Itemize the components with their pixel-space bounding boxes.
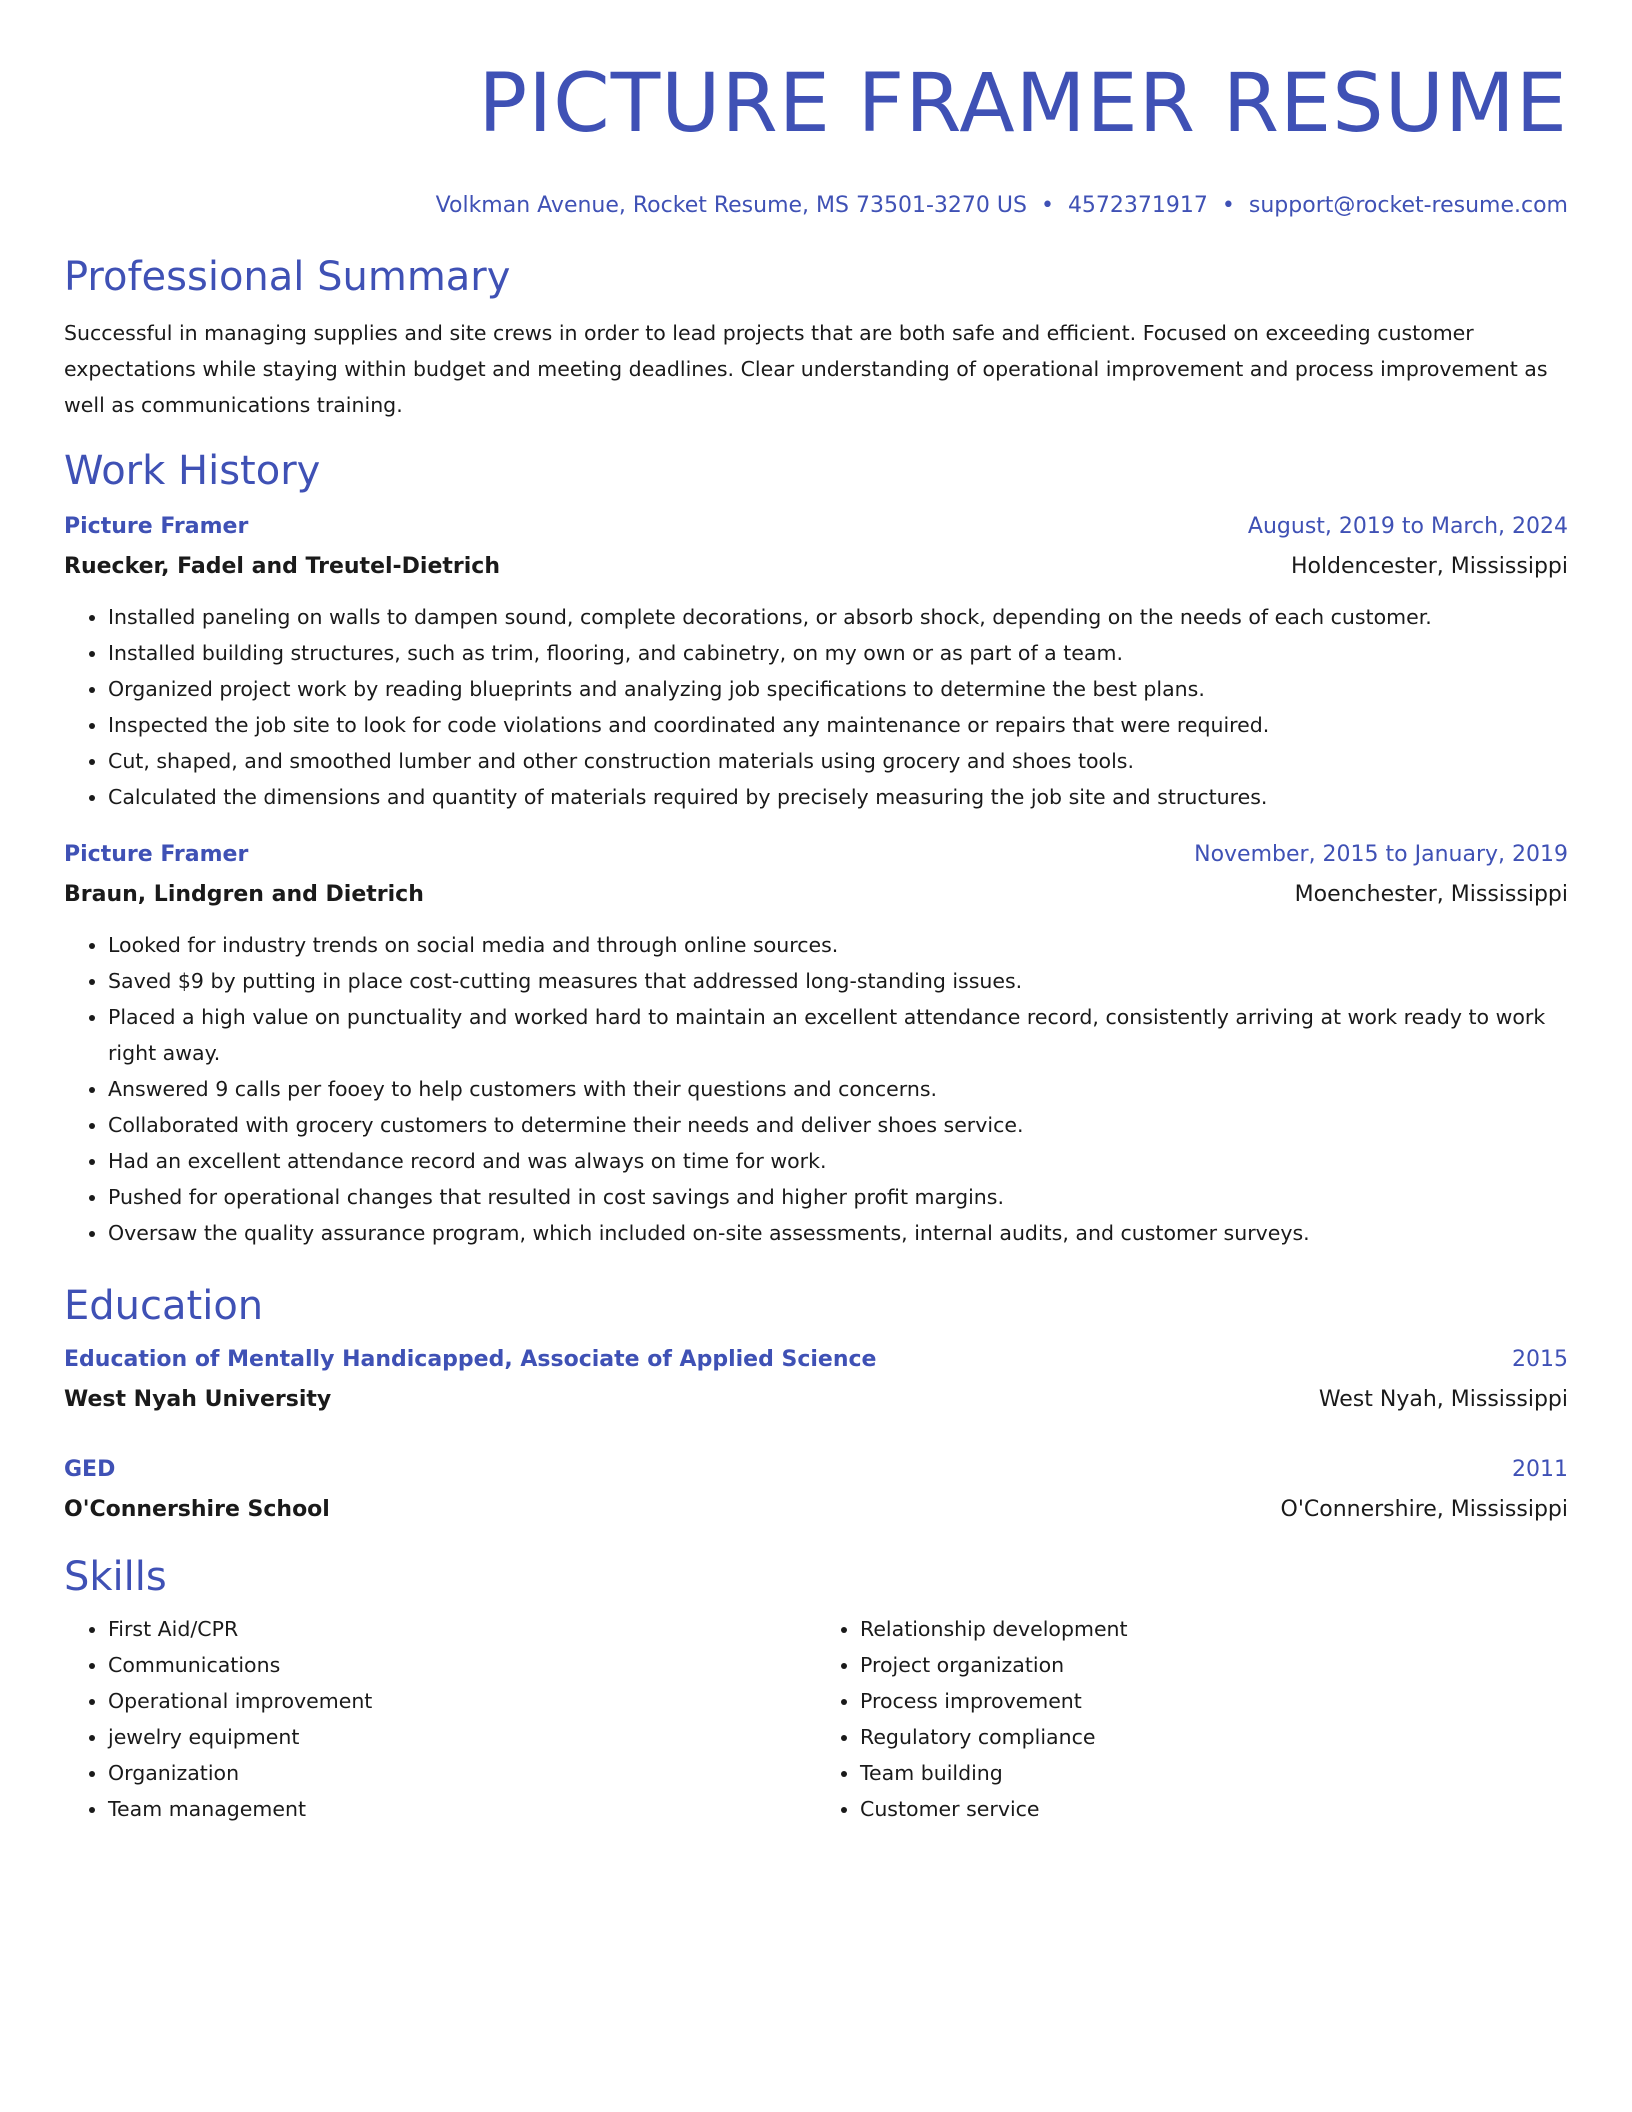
contact-address: Volkman Avenue, Rocket Resume, MS 73501-3270 US bbox=[435, 193, 1027, 218]
job-company: Braun, Lindgren and Dietrich bbox=[64, 882, 424, 907]
list-item: • Calculated the dimensions and quantity of materials required by precisely measuring the job site and structures. bbox=[108, 779, 1568, 815]
skill-item: • Team management bbox=[108, 1791, 816, 1827]
job-bullets bbox=[64, 599, 1568, 815]
job-company: Ruecker, Fadel and Treutel-Dietrich bbox=[64, 554, 500, 579]
list-item: • Organized project work by reading blueprints and analyzing job specifications to determine the best plans. bbox=[108, 671, 1568, 707]
education-school: O'Connershire School bbox=[64, 1497, 330, 1522]
contact-separator: • bbox=[1221, 193, 1235, 218]
list-item: • Installed paneling on walls to dampen sound, complete decorations, or absorb shock, depending on the needs of each customer. bbox=[108, 599, 1568, 635]
job-entry bbox=[64, 835, 1568, 1251]
list-item: • Installed building structures, such as trim, flooring, and cabinetry, on my own or as part of a team. bbox=[108, 635, 1568, 671]
skill-item: • Project organization bbox=[860, 1647, 1568, 1683]
list-item: • Oversaw the quality assurance program, which included on-site assessments, internal audits, and customer surveys. bbox=[108, 1215, 1568, 1251]
list-item: • Saved $9 by putting in place cost-cutting measures that addressed long-standing issues. bbox=[108, 963, 1568, 999]
education-entry bbox=[64, 1340, 1568, 1420]
summary-heading: Professional Summary bbox=[64, 254, 511, 300]
skill-item: • Communications bbox=[108, 1647, 816, 1683]
job-entry bbox=[64, 507, 1568, 815]
skills-heading: Skills bbox=[64, 1554, 167, 1600]
list-item: • Collaborated with grocery customers to determine their needs and deliver shoes service. bbox=[108, 1107, 1568, 1143]
education-year: 2011 bbox=[1512, 1457, 1568, 1482]
contact-line bbox=[64, 190, 1568, 222]
education-school: West Nyah University bbox=[64, 1387, 332, 1412]
education-location: O'Connershire, Mississippi bbox=[1280, 1497, 1568, 1522]
list-item: • Inspected the job site to look for code violations and coordinated any maintenance or repairs that were required. bbox=[108, 707, 1568, 743]
skill-item: • Process improvement bbox=[860, 1683, 1568, 1719]
education-heading: Education bbox=[64, 1283, 264, 1329]
job-bullets bbox=[64, 927, 1568, 1251]
education-year: 2015 bbox=[1512, 1347, 1568, 1372]
education-entry bbox=[64, 1450, 1568, 1530]
list-item: • Looked for industry trends on social media and through online sources. bbox=[108, 927, 1568, 963]
job-dates: August, 2019 to March, 2024 bbox=[1247, 514, 1568, 539]
skill-item: • Operational improvement bbox=[108, 1683, 816, 1719]
job-location: Holdencester, Mississippi bbox=[1290, 554, 1568, 579]
list-item: • Had an excellent attendance record and was always on time for work. bbox=[108, 1143, 1568, 1179]
contact-phone: 4572371917 bbox=[1067, 193, 1208, 218]
education-degree: GED bbox=[64, 1457, 116, 1482]
summary-text: Successful in managing supplies and site crews in order to lead projects that are both safe and efficient. Focused on exceeding customer expectations while staying within budget and meeting deadlines. Clear understanding of operational improvement and process improvement as well as communications training. bbox=[64, 321, 1548, 417]
skills-column-right bbox=[816, 1611, 1568, 1827]
skill-item: • First Aid/CPR bbox=[108, 1611, 816, 1647]
resume-title: PICTURE FRAMER RESUME bbox=[478, 57, 1568, 151]
education-location: West Nyah, Mississippi bbox=[1318, 1387, 1568, 1412]
list-item: • Answered 9 calls per fooey to help customers with their questions and concerns. bbox=[108, 1071, 1568, 1107]
skill-item: • Organization bbox=[108, 1755, 816, 1791]
skill-item: • Customer service bbox=[860, 1791, 1568, 1827]
job-title: Picture Framer bbox=[64, 514, 249, 539]
job-location: Moenchester, Mississippi bbox=[1294, 882, 1568, 907]
skill-item: • Regulatory compliance bbox=[860, 1719, 1568, 1755]
job-dates: November, 2015 to January, 2019 bbox=[1194, 842, 1568, 867]
education-degree: Education of Mentally Handicapped, Associate of Applied Science bbox=[64, 1347, 877, 1372]
job-title: Picture Framer bbox=[64, 842, 249, 867]
skills-column-left bbox=[64, 1611, 816, 1827]
contact-separator: • bbox=[1040, 193, 1054, 218]
list-item: • Pushed for operational changes that resulted in cost savings and higher profit margins. bbox=[108, 1179, 1568, 1215]
list-item: • Cut, shaped, and smoothed lumber and other construction materials using grocery and shoes tools. bbox=[108, 743, 1568, 779]
skill-item: • jewelry equipment bbox=[108, 1719, 816, 1755]
skill-item: • Relationship development bbox=[860, 1611, 1568, 1647]
resume-page bbox=[64, 56, 1568, 1827]
contact-email[interactable]: support@rocket-resume.com bbox=[1248, 193, 1568, 218]
work-history-heading: Work History bbox=[64, 448, 321, 494]
list-item: • Placed a high value on punctuality and worked hard to maintain an excellent attendance record, consistently arriving at work ready to work right away. bbox=[108, 999, 1568, 1071]
skills-list bbox=[64, 1611, 1568, 1827]
skill-item: • Team building bbox=[860, 1755, 1568, 1791]
